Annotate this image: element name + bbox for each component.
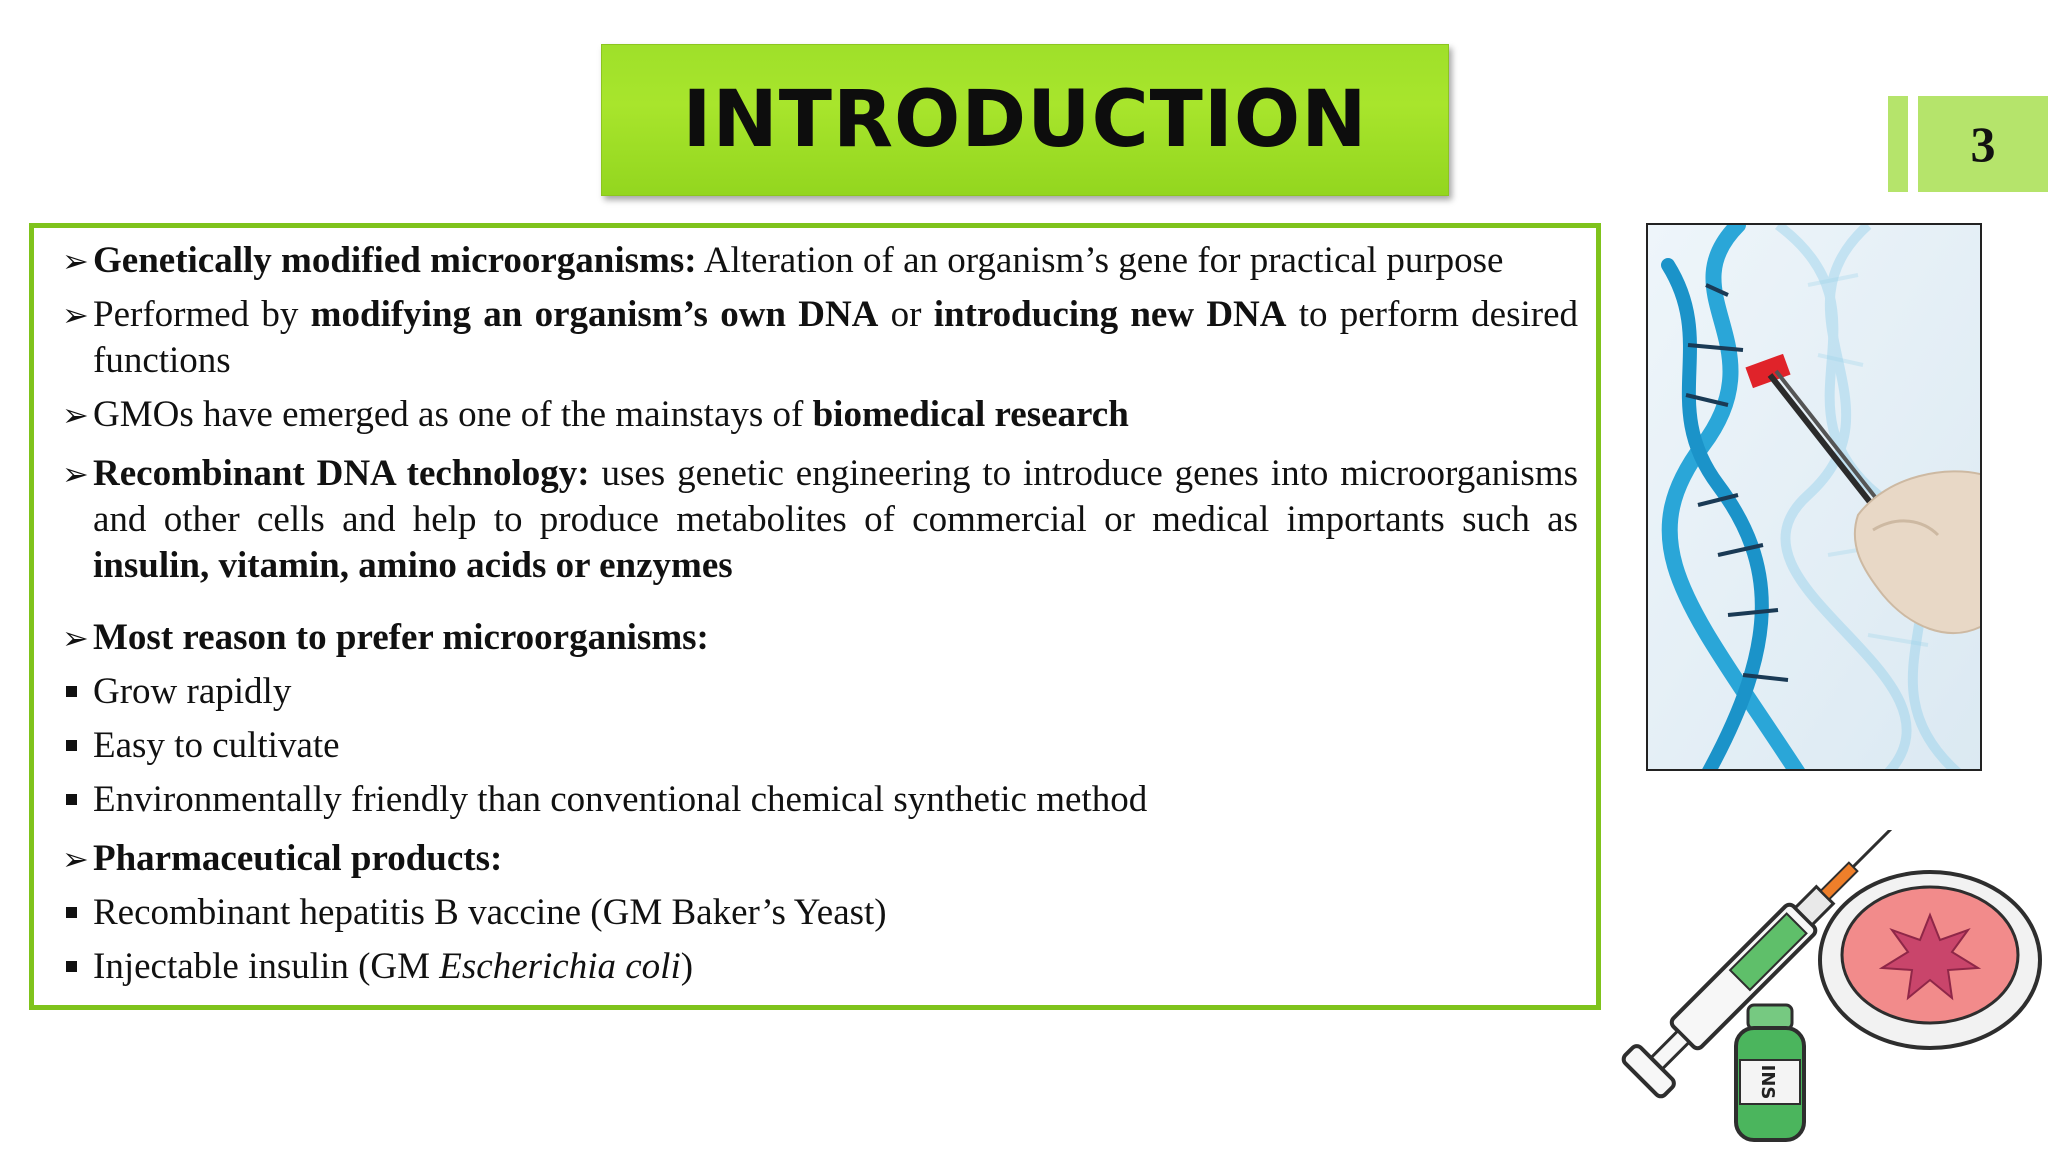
term-metabolites: insulin, vitamin, amino acids or enzymes	[93, 545, 733, 586]
arrow-bullet-icon: ➢	[62, 455, 89, 493]
syringe-vial-petri-illustration	[1590, 830, 2048, 1153]
square-bullet-icon	[66, 686, 77, 697]
bullet-pharma-heading	[62, 836, 1578, 882]
insulin-vial-icon	[1736, 1005, 1804, 1140]
badge-accent-bar	[1888, 96, 1908, 192]
term-introducing-dna: introducing new DNA	[933, 294, 1287, 335]
pharma-text: Recombinant hepatitis B vaccine (GM Baker’s Yeast)	[93, 892, 887, 933]
bullet-gmo-definition	[62, 238, 1578, 284]
pharma-text: Injectable insulin (GM	[93, 946, 440, 987]
arrow-bullet-icon: ➢	[62, 619, 89, 657]
page-number-badge	[1888, 96, 2048, 192]
text-gmo-emerged: GMOs have emerged as one of the mainstays of	[93, 394, 813, 435]
reason-text: Easy to cultivate	[93, 725, 340, 766]
dna-helix-illustration	[1648, 225, 1982, 771]
text-recombinant-dna: uses genetic engineering to introduce genes into microorganisms and other cells and help to produce metabolites of commercial or medical importants such as	[93, 453, 1578, 540]
content-list	[62, 238, 1578, 990]
text-performed-by: Performed by	[93, 294, 311, 335]
pharma-item	[62, 944, 1578, 990]
bullet-recombinant-dna	[62, 451, 1578, 589]
text-or: or	[878, 294, 934, 335]
reason-item	[62, 723, 1578, 769]
reason-text: Grow rapidly	[93, 671, 292, 712]
slide-title: INTRODUCTION	[682, 75, 1368, 165]
reason-item	[62, 777, 1578, 823]
term-recombinant-dna: Recombinant DNA technology:	[93, 453, 590, 494]
bullet-performed-by	[62, 292, 1578, 384]
square-bullet-icon	[66, 740, 77, 751]
content-panel	[29, 223, 1601, 1010]
pharma-text-close: )	[680, 946, 694, 987]
term-biomedical-research: biomedical research	[812, 394, 1129, 435]
reason-text: Environmentally friendly than conventional chemical synthetic method	[93, 779, 1148, 820]
dna-editing-image	[1646, 223, 1982, 771]
page-number: 3	[1970, 116, 1996, 172]
pharma-item	[62, 890, 1578, 936]
bullet-reasons-heading	[62, 615, 1578, 661]
syringe-icon	[1590, 830, 2048, 1153]
reason-item	[62, 669, 1578, 715]
square-bullet-icon	[66, 794, 77, 805]
badge-fill	[1918, 96, 2048, 192]
arrow-bullet-icon: ➢	[62, 242, 89, 280]
text-desired-functions: to perform desired functions	[93, 294, 1579, 381]
text-gmo: Alteration of an organism’s gene for practical purpose	[696, 240, 1504, 281]
vial-label: INS	[1757, 1064, 1778, 1100]
reasons-heading: Most reason to prefer microorganisms:	[93, 617, 709, 658]
square-bullet-icon	[66, 961, 77, 972]
pharma-organism-name: Escherichia coli	[439, 946, 681, 987]
pharma-heading: Pharmaceutical products:	[93, 838, 503, 879]
bullet-gmo-research	[62, 392, 1578, 438]
square-bullet-icon	[66, 907, 77, 918]
slide-title-banner	[601, 44, 1449, 196]
arrow-bullet-icon: ➢	[62, 296, 89, 334]
arrow-bullet-icon: ➢	[62, 396, 89, 434]
term-modifying-dna: modifying an organism’s own DNA	[310, 294, 879, 335]
term-gmo: Genetically modified microorganisms:	[93, 240, 697, 281]
arrow-bullet-icon: ➢	[62, 840, 89, 878]
